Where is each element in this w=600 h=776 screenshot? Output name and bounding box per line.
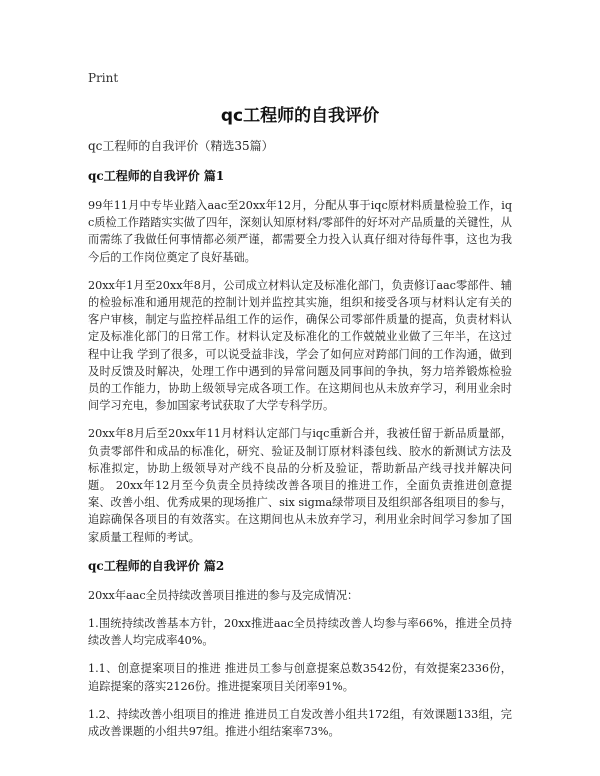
paragraph: 1.1、创意提案项目的推进 推进员工参与创意提案总数3542份，有效提案2336份，追踪提案的落实2126份。推进提案项目关闭率91%。 <box>88 662 512 693</box>
paragraph: 1.围统持续改善基本方针，20xx推进aac全员持续改善人均参与率66%，推进全员持续改善人均完成率40%。 <box>88 617 512 648</box>
paragraph: 20xx年8月后至20xx年11月材料认定部门与iqc重新合并，我被任留于新品质量部，负责零部件和成品的标准化，研究、验证及制订原材料漆包线、胶水的新测试方法及标准拟定，协助上级领导对产线不良品的分析及验证，帮助新品产线寻找并解决问题。 20xx年12月至今负责全员持续改善各项目的推进工作，全面负责推进创意提案、改善小组、优秀成果的现场推广、six sigma绿带项目及组织部各组项目的参与，追踪确保各项目的有效落实。在这期间也从未放弃学习，利用业余时间学习参加了国家质量工程师的考试。 <box>88 427 512 544</box>
section-1 <box>88 167 512 546</box>
paragraph: 1.2、持续改善小组项目的推进 推进员工自发改善小组共172组，有效课题133组，完成改善课题的小组共97组。推进小组结案率73%。 <box>88 707 512 739</box>
page-title: qc工程师的自我评价 <box>220 106 380 126</box>
paragraph: 20xx年aac全员持续改善项目推进的参与及完成情况： <box>88 588 359 602</box>
print-label[interactable]: Print <box>88 71 119 85</box>
section-heading: qc工程师的自我评价 篇2 <box>88 558 225 573</box>
section-heading: qc工程师的自我评价 篇1 <box>88 169 225 183</box>
document-subtitle: qc工程师的自我评价（精选35篇） <box>88 139 274 153</box>
section-2 <box>88 557 512 740</box>
paragraph: 20xx年1月至20xx年8月，公司成立材料认定及标准化部门，负责修订aac零部件、辅的检验标准和通用规范的控制计划并监控其实施，组织和接受各项与材料认定有关的客户审核，制定与监控样品组工作的运作，确保公司零部件质量的提高，负责材料认定及标准化部门的日常工作。材料认定及标准化的工作兢兢业业做了三年半，在这过程中让我 学到了很多，可以说受益非浅，学会了如何应对跨部门间的工作沟通，做到及时反馈及时解决，处理工作中遇到的异常问题及同事间的争执，努力培养锻炼检验员的工作能力，协助上级领导完成各项工作。在这期间也从未放弃学习，利用业余时间学习充电，参加国家考试获取了大学专科学历。 <box>88 278 512 413</box>
paragraph: 99年11月中专毕业踏入aac至20xx年12月，分配从事于iqc原材料质量检验工作，iqc质检工作踏踏实实做了四年，深刻认知原材料/零部件的好坏对产品质量的关键性，从而需练了我做任何事情都必须严谨，都需要全力投入认真仔细对待每件事，这也为我今后的工作岗位奠定了良好基础。 <box>88 199 512 264</box>
